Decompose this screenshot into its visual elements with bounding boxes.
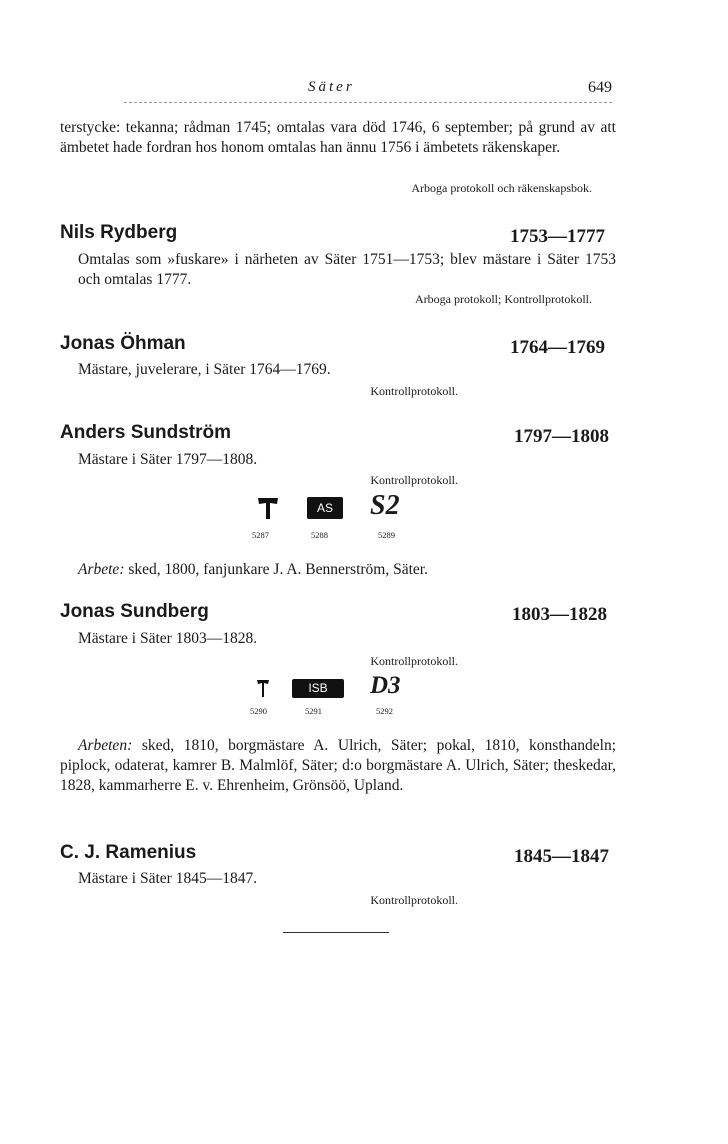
entry-years-nils-rydberg: 1753—1777	[510, 226, 605, 247]
mark-number: 5291	[305, 706, 322, 716]
mark-number: 5290	[250, 706, 267, 716]
s2-mark-icon: S2	[370, 490, 400, 521]
section-end-rule	[283, 932, 389, 933]
page-number: 649	[588, 79, 612, 96]
mark-number: 5289	[378, 530, 395, 540]
entry-name-nils-rydberg: Nils Rydberg	[60, 222, 178, 243]
works-text: sked, 1810, borgmästare A. Ulrich, Säter; pokal, 1810, konsthandeln; piplock, odaterat, kamrer B. Malmlöf, Säter; d:o borgmästare A. Ulrich, Säter; theskedar, 1828, kammarherre E. v. Ehrenheim, Grönsöö, Upland.	[60, 737, 616, 794]
entry-name-cj-ramenius: C. J. Ramenius	[60, 842, 197, 863]
entry-source-nils-rydberg: Arboga protokoll; Kontrollprotokoll.	[415, 292, 592, 306]
entry-text-nils-rydberg: Omtalas som »fuskare» i närheten av Säter 1751—1753; blev mästare i Säter 1753 och omtalas 1777.	[78, 251, 616, 288]
as-stamp-icon: AS	[307, 497, 343, 519]
intro-source: Arboga protokoll och räkenskapsbok.	[411, 181, 592, 195]
entry-years-jonas-ohman: 1764—1769	[510, 337, 605, 358]
works-label: Arbete:	[78, 561, 125, 578]
d3-mark-icon: D3	[370, 672, 401, 699]
entry-works-jonas-sundberg	[60, 736, 616, 796]
header-rule	[124, 102, 612, 103]
entry-years-cj-ramenius: 1845—1847	[514, 846, 609, 867]
entry-name-jonas-sundberg: Jonas Sundberg	[60, 601, 209, 622]
mark-number: 5287	[252, 530, 269, 540]
works-text: sked, 1800, fanjunkare J. A. Bennerström, Säter.	[128, 561, 428, 578]
entry-years-anders-sundstrom: 1797—1808	[514, 426, 609, 447]
entry-text-jonas-sundberg: Mästare i Säter 1803—1828.	[78, 630, 258, 647]
entry-years-jonas-sundberg: 1803—1828	[512, 604, 607, 625]
intro-paragraph: terstycke: tekanna; rådman 1745; omtalas vara död 1746, 6 september; på grund av att ämbetet hade fordran hos honom omtalas han ännu 1756 i ämbetets räkenskaper.	[60, 119, 616, 156]
running-title: Säter	[308, 79, 355, 95]
isb-stamp-icon: ISB	[292, 679, 344, 698]
entry-text-jonas-ohman: Mästare, juvelerare, i Säter 1764—1769.	[78, 361, 331, 378]
entry-name-jonas-ohman: Jonas Öhman	[60, 333, 186, 354]
entry-text-cj-ramenius: Mästare i Säter 1845—1847.	[78, 870, 258, 887]
entry-source-cj-ramenius: Kontrollprotokoll.	[370, 893, 458, 907]
works-label: Arbeten:	[78, 737, 133, 754]
entry-source-anders-sundstrom: Kontrollprotokoll.	[370, 473, 458, 487]
entry-source-jonas-sundberg: Kontrollprotokoll.	[370, 654, 458, 668]
crowned-t-mark-icon	[256, 495, 280, 521]
entry-name-anders-sundstrom: Anders Sundström	[60, 422, 232, 443]
mark-number: 5292	[376, 706, 393, 716]
entry-source-jonas-ohman: Kontrollprotokoll.	[370, 384, 458, 398]
entry-text-anders-sundstrom: Mästare i Säter 1797—1808.	[78, 451, 258, 468]
entry-works-anders-sundstrom	[78, 561, 598, 579]
mark-number: 5288	[311, 530, 328, 540]
t-mark-icon	[256, 678, 270, 698]
